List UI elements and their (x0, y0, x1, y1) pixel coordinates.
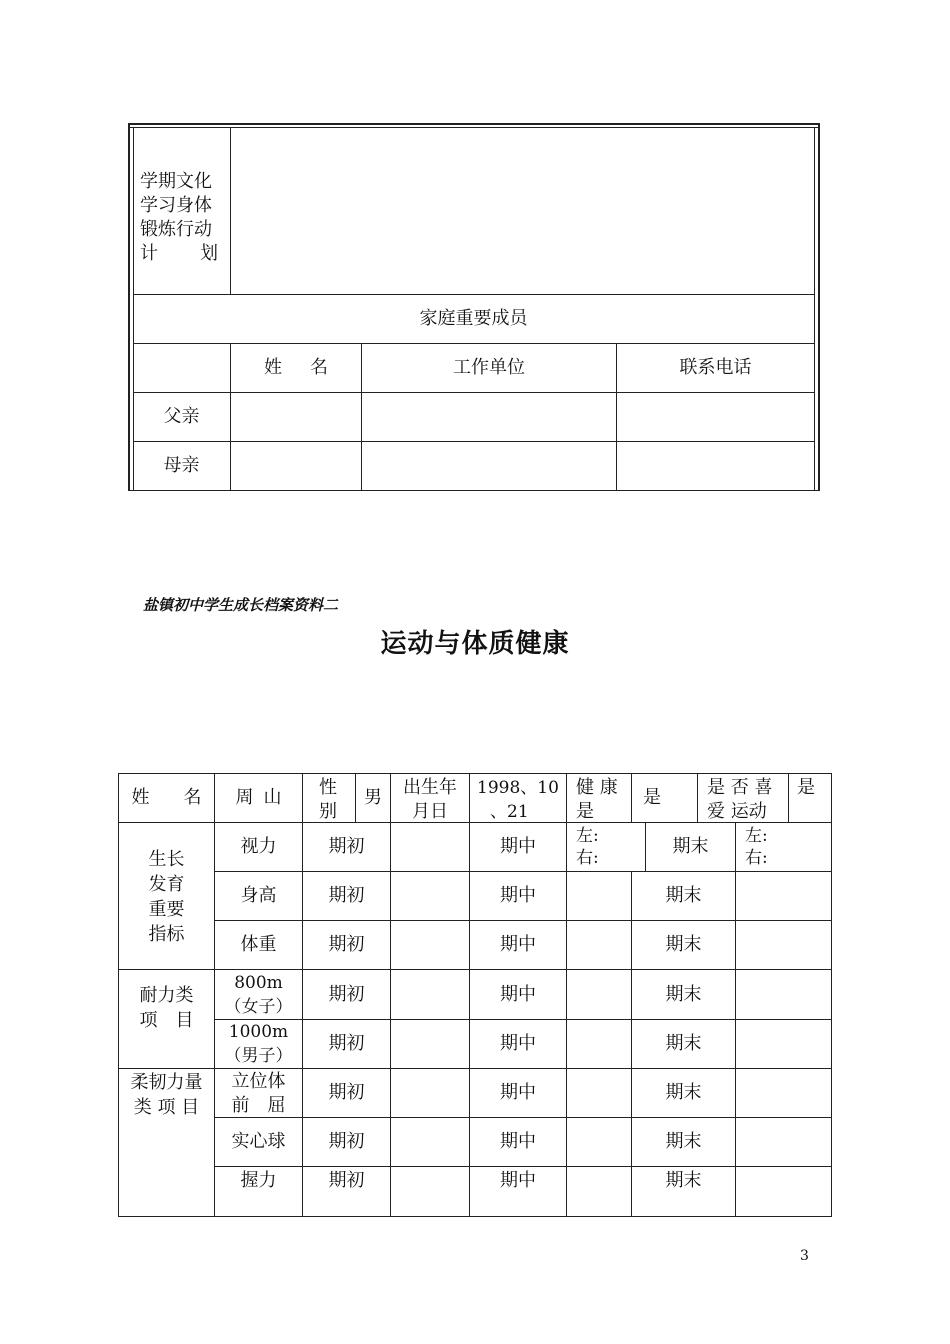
plan-content[interactable] (231, 128, 814, 294)
item-1000m: 1000m （男子） (224, 1022, 293, 1066)
health-label: 健 康 是 (576, 777, 618, 822)
mother-name-field[interactable] (231, 442, 361, 490)
group-flex-label: 柔韧力量 类 项 目 (130, 1072, 203, 1118)
term-start-label: 期初 (328, 1033, 365, 1054)
term-mid-label: 期中 (500, 934, 536, 955)
term-start-label: 期初 (328, 1082, 365, 1103)
gender-label: 性 别 (319, 777, 337, 822)
item-grip: 握力 (240, 1170, 277, 1191)
term-start-label: 期初 (328, 1170, 365, 1191)
item-sit-reach: 立位体 前 屈 (231, 1071, 286, 1116)
family-heading: 家庭重要成员 (419, 308, 528, 329)
name-label: 姓 名 (131, 787, 202, 808)
gender-value[interactable]: 男 (364, 787, 382, 808)
term-mid-label: 期中 (500, 983, 536, 1005)
header-phone: 联系电话 (679, 357, 752, 378)
doc-subtitle: 盐镇初中学生成长档案资料二 (143, 596, 339, 614)
sport-value[interactable]: 是 (797, 777, 815, 798)
plan-label: 学期文化 学习身体 锻炼行动 计 划 (140, 171, 218, 264)
vision-start-label: 期初 (328, 836, 365, 857)
row-father: 父亲 (163, 406, 200, 427)
page-number: 3 (800, 1248, 809, 1264)
group-endurance-label: 耐力类 项 目 (139, 985, 194, 1031)
term-end-label: 期末 (665, 1033, 702, 1054)
term-start-label: 期初 (328, 885, 365, 906)
item-vision: 视力 (240, 836, 277, 857)
term-mid-label: 期中 (500, 1033, 536, 1054)
item-height: 身高 (240, 885, 277, 906)
term-mid-label: 期中 (500, 885, 536, 906)
term-start-label: 期初 (328, 1131, 365, 1152)
term-mid-label: 期中 (500, 1170, 536, 1191)
header-name: 姓 名 (264, 357, 328, 378)
father-name-field[interactable] (231, 393, 361, 441)
term-end-label: 期末 (665, 1082, 702, 1103)
item-weight: 体重 (240, 934, 277, 955)
vision-end-label: 期末 (672, 836, 709, 857)
term-end-label: 期末 (665, 1131, 702, 1152)
term-mid-label: 期中 (500, 1082, 536, 1103)
term-mid-label: 期中 (500, 1131, 536, 1152)
term-end-label: 期末 (665, 983, 702, 1005)
father-phone-field[interactable] (617, 393, 814, 441)
term-start-label: 期初 (328, 983, 365, 1005)
item-800m: 800m （女子） (224, 973, 293, 1017)
header-work: 工作单位 (453, 357, 525, 378)
group-growth-label: 生长 发育 重要 指标 (148, 849, 185, 945)
father-work-field[interactable] (362, 393, 616, 441)
sport-label: 是 否 喜 爱 运动 (707, 777, 773, 822)
name-value[interactable]: 周 山 (235, 787, 282, 808)
health-value[interactable]: 是 (643, 787, 661, 808)
birth-value[interactable]: 1998、10 、21 (477, 778, 559, 822)
mother-work-field[interactable] (362, 442, 616, 490)
vision-mid-label: 期中 (500, 836, 536, 857)
birth-label: 出生年 月日 (403, 777, 457, 822)
doc-title: 运动与体质健康 (380, 629, 570, 659)
item-ball: 实心球 (231, 1131, 286, 1152)
row-mother: 母亲 (163, 455, 200, 476)
term-end-label: 期末 (665, 885, 702, 906)
term-end-label: 期末 (665, 934, 702, 955)
mother-phone-field[interactable] (617, 442, 814, 490)
vision-end-lr[interactable]: 左: 右: (745, 826, 768, 868)
term-start-label: 期初 (328, 934, 365, 955)
term-end-label: 期末 (665, 1170, 702, 1191)
vision-mid-lr[interactable]: 左: 右: (576, 826, 599, 868)
